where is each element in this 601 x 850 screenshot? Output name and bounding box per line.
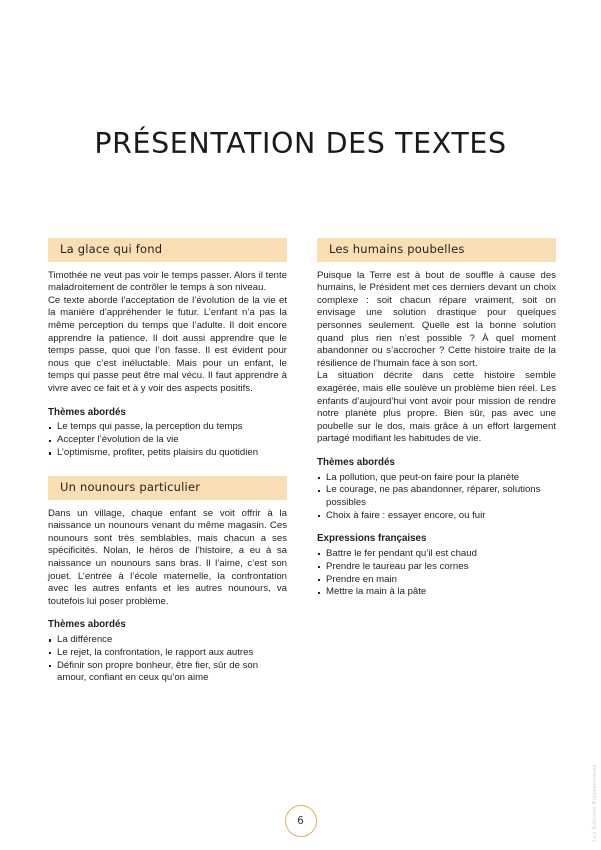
list-heading: Thèmes abordés xyxy=(48,406,126,418)
list-heading: Thèmes abordés xyxy=(48,619,126,631)
section-banner-title: La glace qui fond xyxy=(60,242,163,256)
list-item: Choix à faire : essayer encore, ou fuir xyxy=(317,510,556,522)
section-banner-title: Un nounours particulier xyxy=(60,479,201,494)
left-column xyxy=(48,238,287,685)
section-banner xyxy=(48,476,287,500)
list-item: La pollution, que peut-on faire pour la planète xyxy=(317,472,556,484)
list-item: Définir son propre bonheur, être fier, sûr de son amour, confiant en ceux qu’on aime xyxy=(48,660,287,685)
list-item: L’optimisme, profiter, petits plaisirs du quotidien xyxy=(48,447,287,459)
section-paragraph: La situation décrite dans cette histoire semble exagérée, mais elle soulève un problème bien réel. Les enfants d’aujourd’hui vont avoir pour mission de rendre notre planète plus propre. Bien sûr, pas avec une poubelle sur le dos, mais grâce à un effort largement partagé modifiant les habitudes de vie. xyxy=(317,370,556,445)
list-item: Accepter l’évolution de la vie xyxy=(48,434,287,446)
list-item: Mettre la main à la pâte xyxy=(317,586,556,598)
list-item: Le courage, ne pas abandonner, réparer, solutions possibles xyxy=(317,484,556,509)
list-heading: Thèmes abordés xyxy=(317,456,395,468)
section-paragraph: Puisque la Terre est à bout de souffle à cause des humains, le Président met ces derniers devant un choix complexe : soit chacun répare vraiment, soit on envisage une solution drastique pour quelques personnes seulement. Quelle est la bonne solution quand plus rien n’est possible ? À quel moment abandonner ou s’accrocher ? Cette histoire traite de la résilience de l’humain face à son sort. xyxy=(317,269,556,369)
section-paragraph: Timothée ne veut pas voir le temps passer. Alors il tente maladroitement de contrôler le temps à son niveau. xyxy=(48,269,287,294)
right-column xyxy=(317,238,556,685)
themes-list xyxy=(48,421,287,459)
list-item: La différence xyxy=(48,634,287,646)
publisher-imprint: Les Éditions Buissonnières xyxy=(592,764,598,842)
themes-list xyxy=(48,634,287,685)
expressions-list xyxy=(317,548,556,599)
list-item: Prendre en main xyxy=(317,574,556,586)
section-paragraph: Dans un village, chaque enfant se voit offrir à la naissance un nounours venant du même magasin. Ces nounours sont très semblables, mais chacun a ses spécificités. Nolan, le héros de l’histoire, a eu à sa naissance un nounours sans bras. Il l’aime, c’est son jouet. L’entrée à l’école maternelle, la confrontation avec les autres enfants et les autres nounours, va toutefois lui poser problème. xyxy=(48,507,287,607)
page-title: PRÉSENTATION DES TEXTES xyxy=(94,127,507,161)
section-banner xyxy=(317,238,556,262)
section-banner-title: Les humains poubelles xyxy=(329,242,465,256)
section-les-humains-poubelles xyxy=(317,238,556,599)
list-item: Le temps qui passe, la perception du temps xyxy=(48,421,287,433)
section-la-glace-qui-fond xyxy=(48,238,287,459)
section-spacer xyxy=(48,460,287,476)
content-columns xyxy=(48,238,556,685)
page-number xyxy=(285,805,317,837)
section-banner xyxy=(48,238,287,262)
list-item: Battre le fer pendant qu’il est chaud xyxy=(317,548,556,560)
list-heading: Expressions françaises xyxy=(317,533,427,545)
themes-list xyxy=(317,472,556,523)
section-paragraph: Ce texte aborde l’acceptation de l’évolution de la vie et la manière d’appréhender le futur. L’enfant n’a pas la même perception du temps que l’adulte. Il doit encore apprendre la patience. Il doit aussi apprendre que le temps passe, quoi que l’on fasse. Il est évident pour nous que c’est inéluctable. Mais pour un enfant, le temps qui passe peut être mal vécu. Il faut apprendre à vivre avec ce fait et à y voir des aspects positifs. xyxy=(48,294,287,394)
section-un-nounours-particulier xyxy=(48,476,287,685)
page-number-value: 6 xyxy=(297,815,304,827)
list-item: Le rejet, la confrontation, le rapport aux autres xyxy=(48,647,287,659)
list-item: Prendre le taureau par les cornes xyxy=(317,561,556,573)
